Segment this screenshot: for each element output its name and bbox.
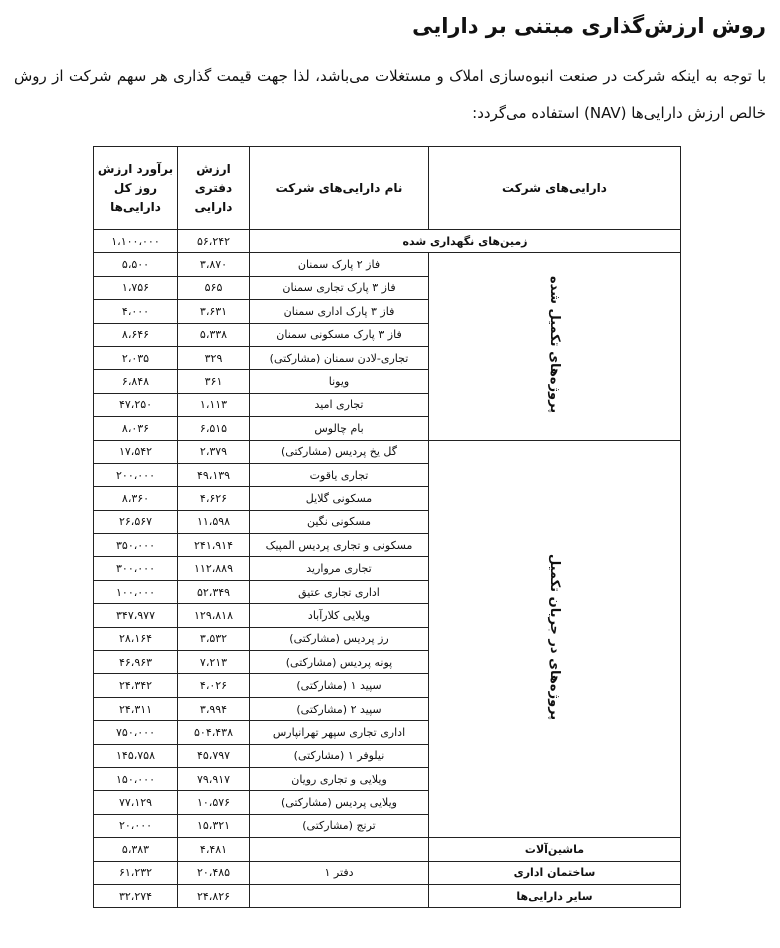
market-value: ۲۰۰،۰۰۰ (94, 463, 178, 486)
market-value: ۱۰۰،۰۰۰ (94, 580, 178, 603)
market-value: ۴۷،۲۵۰ (94, 393, 178, 416)
asset-name: اداری تجاری عتیق (250, 580, 429, 603)
table-row-office (94, 861, 681, 884)
asset-name: رز پردیس (مشارکتی) (250, 627, 429, 650)
asset-name: تجاری مروارید (250, 557, 429, 580)
other-assets-label: سایر دارایی‌ها (429, 884, 681, 907)
book-value: ۴۵،۷۹۷ (178, 744, 250, 767)
book-value: ۴۹،۱۳۹ (178, 463, 250, 486)
table-row-land (94, 230, 681, 253)
book-value: ۴،۰۲۶ (178, 674, 250, 697)
market-value: ۳۴۷،۹۷۷ (94, 604, 178, 627)
office-label: ساختمان اداری (429, 861, 681, 884)
market-value: ۴،۰۰۰ (94, 300, 178, 323)
book-value: ۱۰،۵۷۶ (178, 791, 250, 814)
market-value: ۲۶،۵۶۷ (94, 510, 178, 533)
asset-name: فاز ۳ پارک تجاری سمنان (250, 276, 429, 299)
asset-name: گل یخ پردیس (مشارکتی) (250, 440, 429, 463)
other-assets-name (250, 884, 429, 907)
asset-name: فاز ۳ پارک مسکونی سمنان (250, 323, 429, 346)
asset-name: فاز ۳ پارک اداری سمنان (250, 300, 429, 323)
asset-valuation-table (93, 146, 681, 908)
other-assets-book-value: ۲۴،۸۲۶ (178, 884, 250, 907)
book-value: ۳۶۱ (178, 370, 250, 393)
asset-name: ویلایی پردیس (مشارکتی) (250, 791, 429, 814)
market-value: ۵،۵۰۰ (94, 253, 178, 276)
book-value: ۵۶۵ (178, 276, 250, 299)
book-value: ۱۱،۵۹۸ (178, 510, 250, 533)
asset-name: ترنج (مشارکتی) (250, 814, 429, 837)
machinery-name (250, 838, 429, 861)
asset-name: اداری تجاری سپهر تهرانپارس (250, 721, 429, 744)
asset-name: فاز ۲ پارک سمنان (250, 253, 429, 276)
asset-name: نیلوفر ۱ (مشارکتی) (250, 744, 429, 767)
office-book-value: ۲۰،۴۸۵ (178, 861, 250, 884)
book-value: ۱۲۹،۸۱۸ (178, 604, 250, 627)
market-value: ۲۰،۰۰۰ (94, 814, 178, 837)
table-body (94, 230, 681, 838)
header-asset-name: نام دارایی‌های شرکت (250, 147, 429, 230)
land-label: زمین‌های نگهداری شده (250, 230, 681, 253)
market-value: ۳۵۰،۰۰۰ (94, 534, 178, 557)
ongoing-projects-group-label (429, 440, 681, 838)
book-value: ۱،۱۱۳ (178, 393, 250, 416)
market-value: ۳۰۰،۰۰۰ (94, 557, 178, 580)
asset-name: تجاری امید (250, 393, 429, 416)
table-row-other (94, 884, 681, 907)
machinery-label: ماشین‌آلات (429, 838, 681, 861)
market-value: ۶،۸۴۸ (94, 370, 178, 393)
market-value: ۴۶،۹۶۳ (94, 651, 178, 674)
book-value: ۶،۵۱۵ (178, 417, 250, 440)
book-value: ۳۲۹ (178, 346, 250, 369)
table-row-machinery (94, 838, 681, 861)
book-value: ۳،۹۹۴ (178, 697, 250, 720)
book-value: ۵۲،۳۴۹ (178, 580, 250, 603)
market-value: ۲۴،۳۱۱ (94, 697, 178, 720)
asset-name: بام چالوس (250, 417, 429, 440)
market-value: ۲۴،۳۴۲ (94, 674, 178, 697)
book-value: ۱۵،۳۲۱ (178, 814, 250, 837)
intro-paragraph: با توجه به اینکه شرکت در صنعت انبوه‌سازی املاک و مستغلات می‌باشد، لذا جهت قیمت گذاری هر سهم شرکت از روش خالص ارزش دارایی‌ها (NAV) استفاده می‌گردد: (14, 67, 766, 122)
market-value: ۱۷،۵۴۲ (94, 440, 178, 463)
machinery-market-value: ۵،۳۸۳ (94, 838, 178, 861)
asset-name: ویلایی و تجاری رویان (250, 767, 429, 790)
market-value: ۷۷،۱۲۹ (94, 791, 178, 814)
office-name: دفتر ۱ (250, 861, 429, 884)
market-value: ۸،۰۳۶ (94, 417, 178, 440)
book-value: ۳،۶۳۱ (178, 300, 250, 323)
asset-name: سپید ۲ (مشارکتی) (250, 697, 429, 720)
market-value: ۷۵۰،۰۰۰ (94, 721, 178, 744)
book-value: ۲،۳۷۹ (178, 440, 250, 463)
asset-name: ویلایی کلارآباد (250, 604, 429, 627)
market-value: ۲،۰۳۵ (94, 346, 178, 369)
asset-name: تجاری یاقوت (250, 463, 429, 486)
market-value: ۱۵۰،۰۰۰ (94, 767, 178, 790)
market-value: ۸،۶۴۶ (94, 323, 178, 346)
book-value: ۲۴۱،۹۱۴ (178, 534, 250, 557)
book-value: ۳،۵۳۲ (178, 627, 250, 650)
asset-name: سپید ۱ (مشارکتی) (250, 674, 429, 697)
office-market-value: ۶۱،۲۳۲ (94, 861, 178, 884)
market-value: ۲۸،۱۶۴ (94, 627, 178, 650)
asset-name: مسکونی نگین (250, 510, 429, 533)
asset-name: پونه پردیس (مشارکتی) (250, 651, 429, 674)
other-assets-market-value: ۳۲،۲۷۴ (94, 884, 178, 907)
ongoing-projects-group-label-text: پروژه‌های در جریان تکمیل (547, 554, 562, 721)
book-value: ۱۱۲،۸۸۹ (178, 557, 250, 580)
header-market-value: برآورد ارزش روز کل دارایی‌ها (94, 147, 178, 230)
book-value: ۵۰۴،۴۳۸ (178, 721, 250, 744)
book-value: ۷،۲۱۳ (178, 651, 250, 674)
asset-name: مسکونی گلایل (250, 487, 429, 510)
table-row (94, 253, 681, 276)
header-category: دارایی‌های شرکت (429, 147, 681, 230)
asset-name: تجاری-لادن سمنان (مشارکتی) (250, 346, 429, 369)
book-value: ۷۹،۹۱۷ (178, 767, 250, 790)
completed-projects-group-label-text: پروژه‌های تکمیل شده (547, 276, 562, 414)
table-footer-rows (94, 838, 681, 908)
market-value: ۸،۳۶۰ (94, 487, 178, 510)
table-row (94, 440, 681, 463)
header-book-value: ارزش دفتری دارایی (178, 147, 250, 230)
market-value: ۱،۷۵۶ (94, 276, 178, 299)
asset-name: مسکونی و تجاری پردیس المپیک (250, 534, 429, 557)
asset-name: ویونا (250, 370, 429, 393)
land-book-value: ۵۶،۲۴۲ (178, 230, 250, 253)
completed-projects-group-label (429, 253, 681, 440)
land-market-value: ۱،۱۰۰،۰۰۰ (94, 230, 178, 253)
market-value: ۱۴۵،۷۵۸ (94, 744, 178, 767)
book-value: ۴،۶۲۶ (178, 487, 250, 510)
book-value: ۵،۳۳۸ (178, 323, 250, 346)
page-title: روش ارزش‌گذاری مبتنی بر دارایی (412, 14, 766, 38)
book-value: ۳،۸۷۰ (178, 253, 250, 276)
table-header-row (94, 147, 681, 230)
machinery-book-value: ۴،۴۸۱ (178, 838, 250, 861)
